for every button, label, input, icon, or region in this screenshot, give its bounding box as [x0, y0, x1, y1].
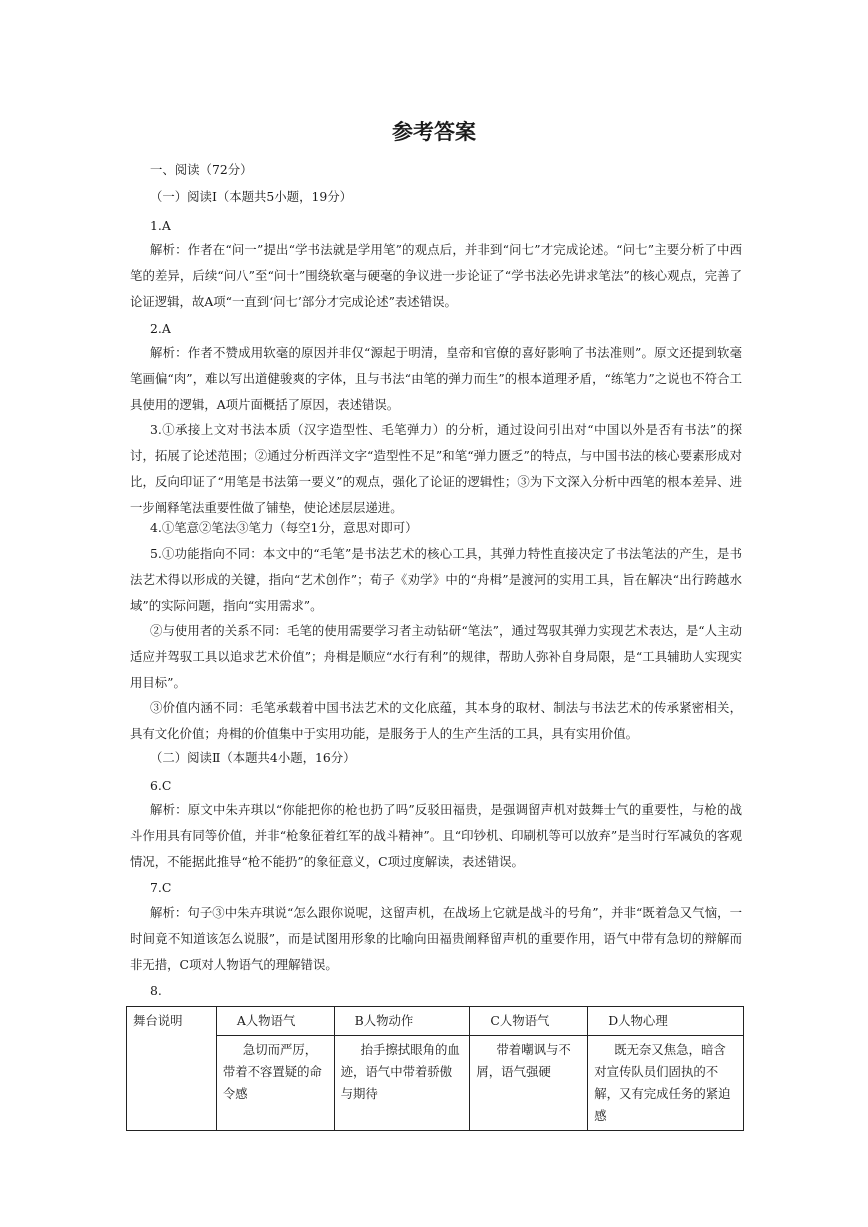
answer-q5-part1: 5.①功能指向不同：本文中的“毛笔”是书法艺术的核心工具，其弹力特性直接决定了书法笔法的产生，是书法艺术得以形成的关键，指向“艺术创作”；荀子《劝学》中的“舟楫”是渡河的实用工具，旨在解决“出行跨越水域”的实际问题，指向“实用需求”。: [130, 546, 742, 613]
answer-q8: 8.: [150, 983, 162, 998]
answer-q1: 1.A: [150, 218, 171, 233]
subsection-heading-reading-1: （一）阅读Ⅰ（本题共5小题，19分）: [150, 189, 353, 204]
answer-q5-part3: ③价值内涵不同：毛笔承载着中国书法艺术的文化底蕴，其本身的取材、制法与书法艺术的传承紧密相关，具有文化价值；舟楫的价值集中于实用功能，是服务于人的生产生活的工具，具有实用价值。: [130, 700, 742, 741]
answer-q5-part2: ②与使用者的关系不同：毛笔的使用需要学习者主动钻研“笔法”，通过驾驭其弹力实现艺术表达，是“人主动适应并驾驭工具以追求艺术价值”；舟楫是顺应“水行有利”的规律，帮助人弥补自身局限，是“工具辅助人实现实用目标”。: [130, 623, 742, 690]
stage-direction-table: [126, 1006, 744, 1131]
table-row: [127, 1036, 744, 1131]
explanation-q2: 解析：作者不赞成用软毫的原因并非仅“源起于明清，皇帝和官僚的喜好影响了书法准则”。原文还提到软毫笔画偏“肉”，难以写出道健骏爽的字体，且与书法“由笔的弹力而生”的根本道理矛盾，“练笔力”之说也不符合工具使用的逻辑，A项片面概括了原因，表述错误。: [130, 345, 742, 412]
answer-q6: 6.C: [150, 778, 172, 793]
subsection-heading-reading-2: （二）阅读Ⅱ（本题共4小题，16分）: [150, 750, 356, 765]
explanation-q6: 解析：原文中朱卉琪以“你能把你的枪也扔了吗”反驳田福贵，是强调留声机对鼓舞士气的重要性，与枪的战斗作用具有同等价值，并非“枪象征着红军的战斗精神”。且“印钞机、印刷机等可以放弃”是当时行军减负的客观情况，不能据此推导“枪不能扔”的象征意义，C项过度解读，表述错误。: [130, 802, 742, 869]
explanation-q7: 解析：句子③中朱卉琪说“怎么跟你说呢，这留声机，在战场上它就是战斗的号角”，并非“既着急又气恼，一时间竟不知道该怎么说服”，而是试图用形象的比喻向田福贵阐释留声机的重要作用，语气中带有急切的辩解而非无措，C项对人物语气的理解错误。: [130, 905, 742, 972]
table-header-cell: D人物心理: [588, 1007, 744, 1036]
table-header-row: [127, 1007, 744, 1036]
answer-q7: 7.C: [150, 880, 172, 895]
table-header-cell: C人物语气: [470, 1007, 588, 1036]
answer-q3: 3.①承接上文对书法本质（汉字造型性、毛笔弹力）的分析，通过设问引出对“中国以外是否有书法”的探讨，拓展了论述范围；②通过分析西洋文字“造型性不足”和笔“弹力匮乏”的特点，与中国书法的核心要素形成对比，反向印证了“用笔是书法第一要义”的观点，强化了论证的逻辑性；③为下文深入分析中西笔的根本差异、进一步阐释笔法重要性做了铺垫，使论述层层递进。: [130, 422, 742, 515]
table-cell: 既无奈又焦急，暗含对宣传队员们固执的不解，又有完成任务的紧迫感: [588, 1036, 744, 1131]
table-cell: 抬手擦拭眼角的血迹，语气中带着骄傲与期待: [334, 1036, 470, 1131]
table-cell: 带着嘲讽与不屑，语气强硬: [470, 1036, 588, 1131]
table-header-cell: A人物语气: [216, 1007, 334, 1036]
table-row-label: 舞台说明: [127, 1007, 217, 1131]
explanation-q1: 解析：作者在“问一”提出“学书法就是学用笔”的观点后，并非到“问七”才完成论述。“问七”主要分析了中西笔的差异，后续“问八”至“问十”围绕软毫与硬毫的争议进一步论证了“学书法必先讲求笔法”的核心观点，完善了论证逻辑，故A项“一直到‘问七’部分才完成论述”表述错误。: [130, 242, 742, 309]
answer-q2: 2.A: [150, 321, 171, 336]
page-title: 参考答案: [392, 120, 476, 144]
section-heading-reading: 一、阅读（72分）: [150, 162, 253, 177]
table-header-cell: B人物动作: [334, 1007, 470, 1036]
table-cell: 急切而严厉，带着不容置疑的命令感: [216, 1036, 334, 1131]
answer-q4: 4.①笔意②笔法③笔力（每空1分，意思对即可）: [150, 520, 418, 535]
